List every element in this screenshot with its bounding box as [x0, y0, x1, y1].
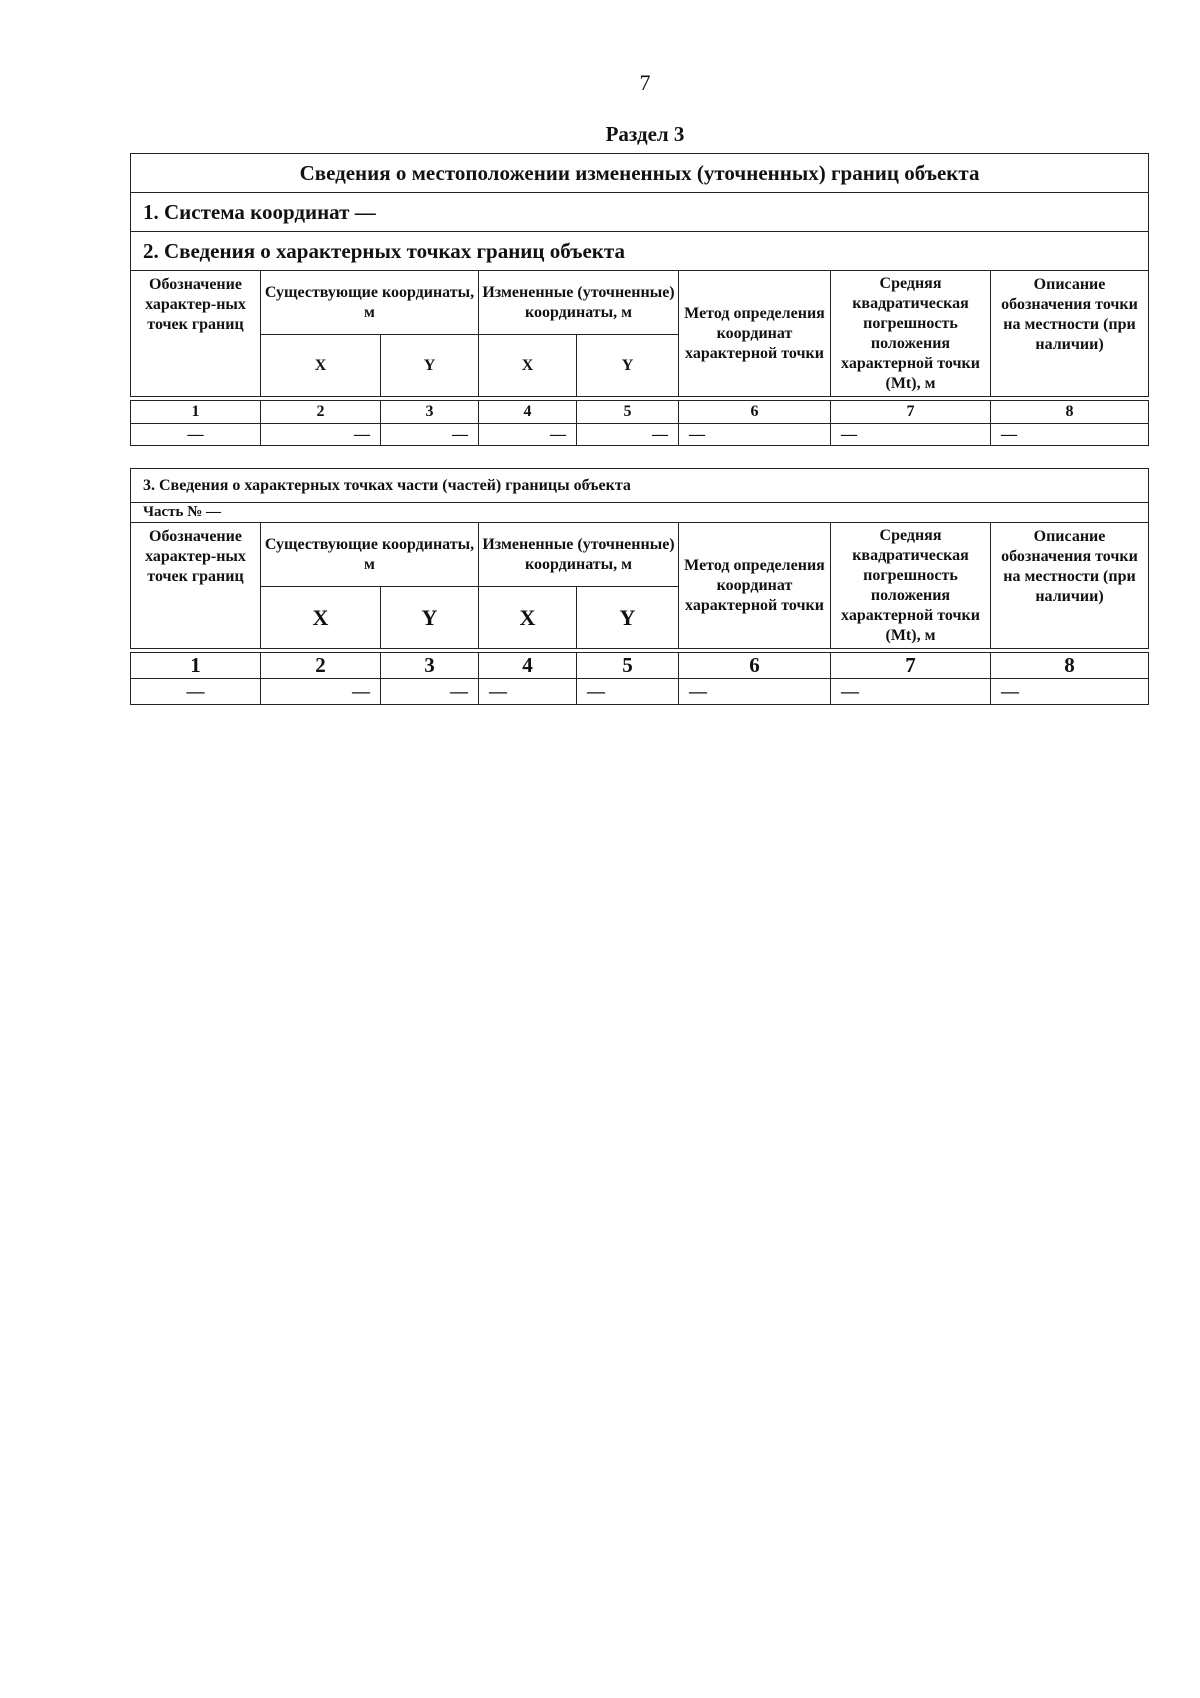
header-x-existing: X [261, 335, 381, 397]
column-number: 7 [831, 401, 991, 424]
header-description: Описание обозначения точки на местности (при наличии) [991, 523, 1149, 649]
table-title: Сведения о местоположении измененных (уточненных) границ объекта [131, 154, 1149, 193]
column-number: 8 [991, 401, 1149, 424]
header-error: Средняя квадратическая погрешность положения характерной точки (Mt), м [831, 523, 991, 649]
header-method: Метод определения координат характерной точки [679, 271, 831, 397]
header-y-existing: Y [381, 335, 479, 397]
header-y-changed: Y [577, 335, 679, 397]
column-number: 3 [381, 653, 479, 679]
header-description: Описание обозначения точки на местности (при наличии) [991, 271, 1149, 397]
column-number: 6 [679, 401, 831, 424]
table-cell: — [261, 424, 381, 446]
header-y-existing: Y [381, 587, 479, 649]
column-number: 4 [479, 653, 577, 679]
table-cell: — [131, 424, 261, 446]
boundary-table [130, 153, 1149, 446]
column-number: 2 [261, 653, 381, 679]
header-x-changed: X [479, 587, 577, 649]
table-cell: — [261, 679, 381, 705]
header-y-changed: Y [577, 587, 679, 649]
table-cell: — [679, 679, 831, 705]
table-cell: — [991, 679, 1149, 705]
table-cell: — [831, 424, 991, 446]
coordinate-system: 1. Система координат — [131, 193, 1149, 232]
column-number: 3 [381, 401, 479, 424]
table-cell: — [381, 424, 479, 446]
column-number: 8 [991, 653, 1149, 679]
table-title: 3. Сведения о характерных точках части (частей) границы объекта [131, 469, 1149, 503]
column-number: 5 [577, 401, 679, 424]
section-heading: Раздел 3 [605, 122, 685, 146]
table-cell: — [991, 424, 1149, 446]
header-error: Средняя квадратическая погрешность положения характерной точки (Mt), м [831, 271, 991, 397]
header-existing-coords: Существующие координаты, м [261, 523, 479, 587]
table-subtitle: 2. Сведения о характерных точках границ объекта [131, 232, 1149, 271]
table-cell: — [479, 679, 577, 705]
header-method: Метод определения координат характерной точки [679, 523, 831, 649]
table-cell: — [577, 679, 679, 705]
column-number: 7 [831, 653, 991, 679]
header-x-existing: X [261, 587, 381, 649]
column-number: 2 [261, 401, 381, 424]
header-existing-coords: Существующие координаты, м [261, 271, 479, 335]
table-cell: — [479, 424, 577, 446]
table-cell: — [831, 679, 991, 705]
column-number: 4 [479, 401, 577, 424]
part-number: Часть № — [131, 503, 1149, 523]
page-number: 7 [639, 70, 651, 95]
column-number: 5 [577, 653, 679, 679]
header-changed-coords: Измененные (уточненные) координаты, м [479, 271, 679, 335]
header-point-designation: Обозначение характер-ных точек границ [131, 271, 261, 397]
header-changed-coords: Измененные (уточненные) координаты, м [479, 523, 679, 587]
header-x-changed: X [479, 335, 577, 397]
table-cell: — [381, 679, 479, 705]
table-cell: — [679, 424, 831, 446]
column-number: 1 [131, 653, 261, 679]
table-cell: — [131, 679, 261, 705]
part-boundary-table [130, 468, 1149, 705]
header-point-designation: Обозначение характер-ных точек границ [131, 523, 261, 649]
column-number: 6 [679, 653, 831, 679]
column-number: 1 [131, 401, 261, 424]
table-cell: — [577, 424, 679, 446]
